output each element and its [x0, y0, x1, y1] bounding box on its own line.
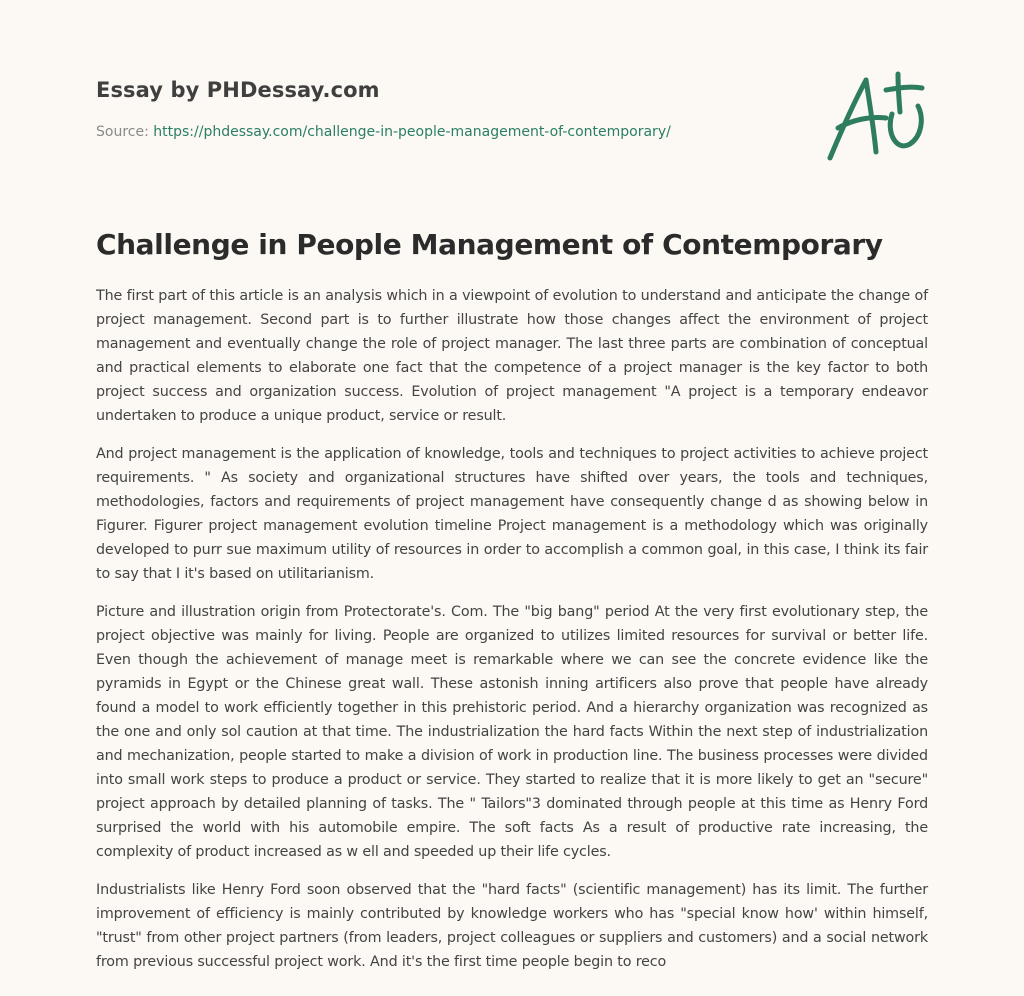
paragraph: Picture and illustration origin from Protectorate's. Com. The "big bang" period At the very first evolutionary step, the project objective was mainly for living. People are organized to utilizes limited resources for survival or better life. Even though the achievement of manage meet is remarkable where we can see the concrete evidence like the pyramids in Egypt or the Chinese great wall. These astonish inning artificers also prove that people have already found a model to work efficiently together in this prehistoric period. And a hierarchy organization was recognized as the one and only sol caution at that time. The industrialization the hard facts Within the next step of industrialization and mechanization, people started to make a division of work in production line. The business processes were divided into small work steps to produce a product or service. They started to realize that it is more likely to get an "secure" project approach by detailed planning of tasks. The " Tailors"3 dominated through people at this time as Henry Ford surprised the world with his automobile empire. The soft facts As a result of productive rate increasing, the complexity of product increased as w ell and speeded up their life cycles.: [96, 604, 928, 860]
paragraph: The first part of this article is an analysis which in a viewpoint of evolution to understand and anticipate the change of project management. Second part is to further illustrate how those changes affect the environment of project management and eventually change the role of project manager. The last three parts are combination of conceptual and practical elements to elaborate one fact that the competence of a project manager is the key factor to both project success and organization success. Evolution of project management "A project is a temporary endeavor undertaken to produce a unique product, service or result.: [96, 288, 928, 424]
essay-title: Challenge in People Management of Contemporary: [96, 228, 883, 261]
paragraph: And project management is the application of knowledge, tools and techniques to project activities to achieve project requirements. " As society and organizational structures have shifted over years, the tools and techniques, methodologies, factors and requirements of project management have consequently change d as showing below in Figurer. Figurer project management evolution timeline Project management is a methodology which was originally developed to purr sue maximum utility of resources in order to accomplish a common goal, in this case, I think its fair to say that I it's based on utilitarianism.: [96, 446, 928, 582]
paragraph: Industrialists like Henry Ford soon observed that the "hard facts" (scientific management) has its limit. The further improvement of efficiency is mainly contributed by knowledge workers who has "special know how' within himself, "trust" from other project partners (from leaders, project colleagues or suppliers and customers) and a social network from previous successful project work. And it's the first time people begin to reco: [96, 882, 928, 970]
source-label: Source:: [96, 124, 149, 140]
essay-header: [96, 76, 796, 142]
site-brand: Essay by PHDessay.com: [96, 78, 380, 102]
a-plus-grade-icon: [822, 66, 932, 166]
source-link[interactable]: https://phdessay.com/challenge-in-people-management-of-contemporary/: [153, 124, 671, 140]
essay-body: [96, 284, 928, 988]
source-line: [96, 122, 796, 142]
